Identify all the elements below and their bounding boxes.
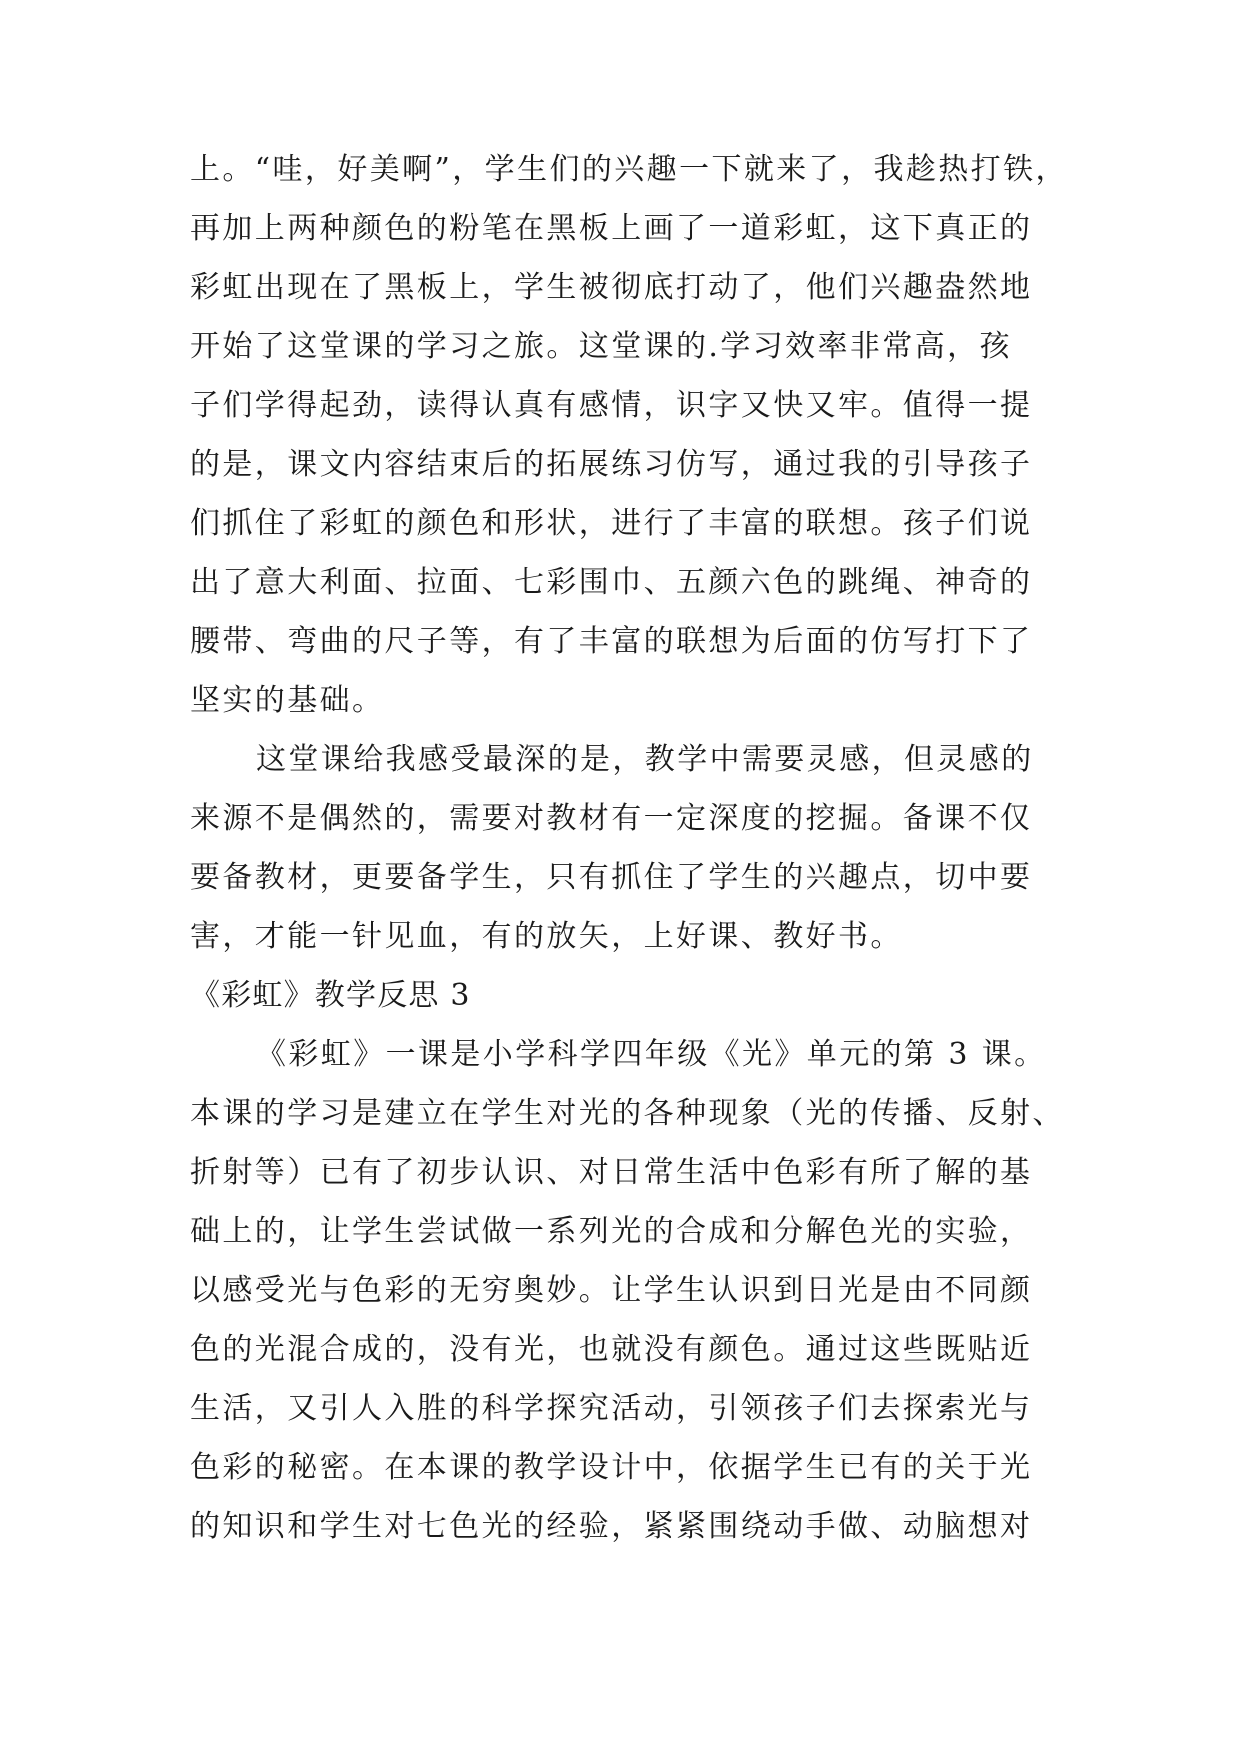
text-line: 再加上两种颜色的粉笔在黑板上画了一道彩虹，这下真正的 xyxy=(190,211,1033,246)
text-line: 来源不是偶然的，需要对教材有一定深度的挖掘。备课不仅 xyxy=(190,801,1033,836)
paragraph-lesson-intro xyxy=(190,1025,1090,1556)
text-line: 色彩的秘密。在本课的教学设计中，依据学生已有的关于光 xyxy=(190,1450,1033,1485)
text-line: 坚实的基础。 xyxy=(190,683,385,718)
document-body xyxy=(190,140,1090,1556)
text-line: 上。“哇，好美啊”，学生们的兴趣一下就来了，我趁热打铁， xyxy=(190,152,1068,187)
text-line: 彩虹出现在了黑板上，学生被彻底打动了，他们兴趣盎然地 xyxy=(190,270,1033,305)
text-line: 的知识和学生对七色光的经验，紧紧围绕动手做、动脑想对 xyxy=(190,1509,1033,1544)
text-line: 以感受光与色彩的无穷奥妙。让学生认识到日光是由不同颜 xyxy=(190,1273,1033,1308)
text-line: 础上的，让学生尝试做一系列光的合成和分解色光的实验， xyxy=(190,1214,1033,1249)
text-line: 开始了这堂课的学习之旅。这堂课的.学习效率非常高，孩 xyxy=(190,329,1012,364)
paragraph-continuation xyxy=(190,140,1090,730)
paragraph-reflection xyxy=(190,730,1090,966)
text-line: 害，才能一针见血，有的放矢，上好课、教好书。 xyxy=(190,919,903,954)
text-line: 们抓住了彩虹的颜色和形状，进行了丰富的联想。孩子们说 xyxy=(190,506,1033,541)
text-line: 子们学得起劲，读得认真有感情，识字又快又牢。值得一提 xyxy=(190,388,1033,423)
text-line: 生活，又引人入胜的科学探究活动，引领孩子们去探索光与 xyxy=(190,1391,1033,1426)
text-line: 这堂课给我感受最深的是，教学中需要灵感，但灵感的 xyxy=(256,742,1034,777)
text-line: 要备教材，更要备学生，只有抓住了学生的兴趣点，切中要 xyxy=(190,860,1033,895)
text-line: 腰带、弯曲的尺子等，有了丰富的联想为后面的仿写打下了 xyxy=(190,624,1033,659)
text-line: 《彩虹》一课是小学科学四年级《光》单元的第 3 课。 xyxy=(256,1037,1047,1072)
text-line: 本课的学习是建立在学生对光的各种现象（光的传播、反射、 xyxy=(190,1096,1065,1131)
text-line: 的是，课文内容结束后的拓展练习仿写，通过我的引导孩子 xyxy=(190,447,1033,482)
text-line: 出了意大利面、拉面、七彩围巾、五颜六色的跳绳、神奇的 xyxy=(190,565,1033,600)
text-line: 色的光混合成的，没有光，也就没有颜色。通过这些既贴近 xyxy=(190,1332,1033,1367)
text-line: 折射等）已有了初步认识、对日常生活中色彩有所了解的基 xyxy=(190,1155,1033,1190)
section-title: 《彩虹》教学反思 3 xyxy=(190,978,471,1013)
